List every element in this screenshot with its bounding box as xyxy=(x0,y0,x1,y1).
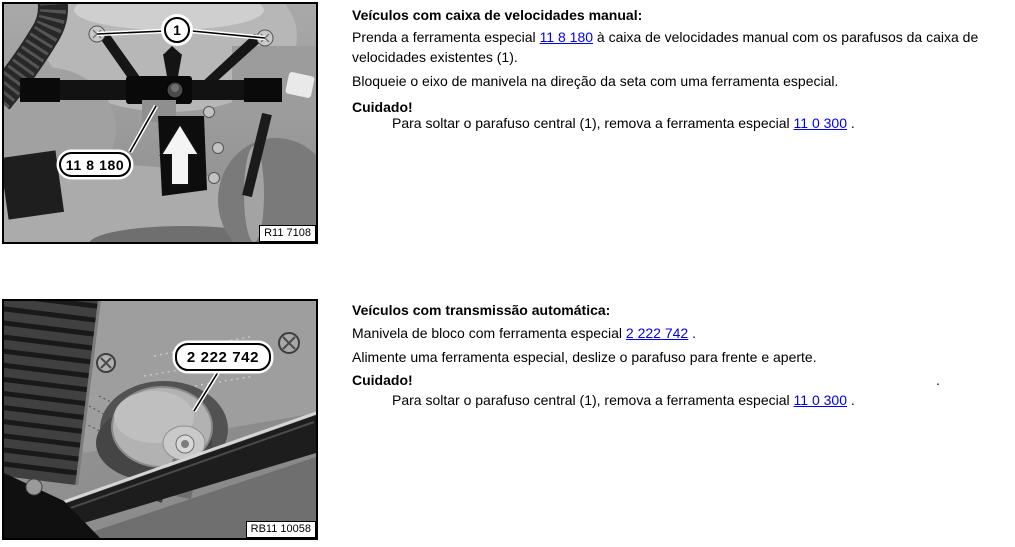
text-segment: Manivela de bloco com ferramenta especial xyxy=(352,325,626,341)
tool-link-11-0-300[interactable]: 11 0 300 xyxy=(793,392,847,408)
text-segment: . xyxy=(847,115,855,131)
section-heading-manual-gearbox: Veículos com caixa de velocidades manual: xyxy=(352,7,643,23)
text-segment: Para soltar o parafuso central (1), remova a ferramenta especial xyxy=(392,115,794,131)
text-segment: . xyxy=(847,392,855,408)
figure-manual-gearbox-photo xyxy=(2,2,318,244)
tool-link-11-8-180[interactable]: 11 8 180 xyxy=(539,29,594,45)
instruction-paragraph: Bloqueie o eixo de manivela na direção da seta com uma ferramenta especial. xyxy=(352,73,839,89)
engine-photo-illustration xyxy=(4,4,316,242)
callout-1-badge: 1 xyxy=(164,17,190,43)
tool-link-2-222-742[interactable]: 2 222 742 xyxy=(625,325,689,341)
text-segment: à caixa de velocidades manual com os parafusos da caixa de velocidades existentes (1). xyxy=(352,29,979,65)
text-segment: . xyxy=(688,325,696,341)
caution-paragraph xyxy=(392,391,1012,411)
instruction-paragraph: Alimente uma ferramenta especial, deslize o parafuso para frente e aperte. xyxy=(352,349,817,365)
instruction-paragraph xyxy=(352,28,1012,67)
image-ref-tag: R11 7108 xyxy=(259,225,316,242)
tool-link-11-0-300[interactable]: 11 0 300 xyxy=(793,115,847,131)
caution-paragraph xyxy=(392,114,1012,134)
instruction-paragraph xyxy=(352,324,1012,344)
figure-automatic-transmission-photo xyxy=(2,299,318,540)
caution-label: Cuidado! xyxy=(352,99,413,115)
tool-label-pill: 11 8 180 xyxy=(59,152,131,177)
caution-label: Cuidado! xyxy=(352,372,413,388)
engine-photo-illustration xyxy=(4,301,316,538)
text-segment: Prenda a ferramenta especial xyxy=(352,29,540,45)
section-heading-automatic-transmission: Veículos com transmissão automática: xyxy=(352,302,611,318)
tool-label-pill: 2 222 742 xyxy=(175,343,271,371)
text-segment: Para soltar o parafuso central (1), remova a ferramenta especial xyxy=(392,392,794,408)
stray-period: . xyxy=(936,372,940,388)
image-ref-tag: RB11 10058 xyxy=(246,521,316,538)
